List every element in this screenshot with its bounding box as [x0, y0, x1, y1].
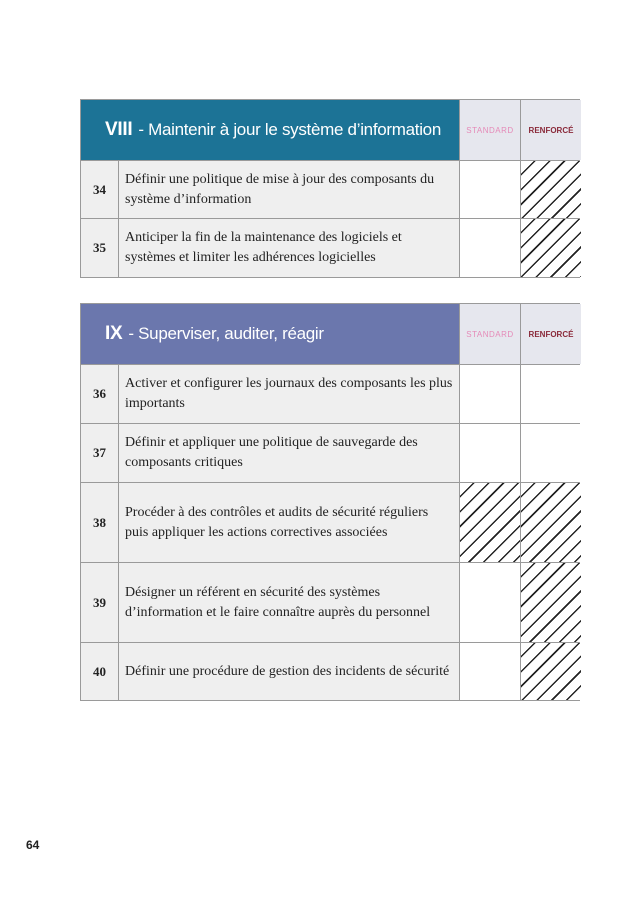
renforce-column-header: RENFORCÉ: [520, 100, 581, 160]
section-ix-table: [80, 303, 580, 701]
section-title: [81, 100, 459, 160]
standard-cell: [459, 563, 520, 642]
renforce-cell-hatched: [520, 563, 581, 642]
renforce-cell-hatched: [520, 161, 581, 218]
table-row: [81, 218, 579, 277]
renforce-cell: [520, 424, 581, 482]
standard-cell-hatched: [459, 483, 520, 562]
row-text: Définir et appliquer une politique de sauvegarde des composants critiques: [125, 435, 418, 470]
row-number: 35: [81, 219, 119, 277]
renforce-cell-hatched: [520, 643, 581, 700]
row-number: 40: [81, 643, 119, 700]
row-number: 38: [81, 483, 119, 562]
section-title: [81, 304, 459, 364]
table-row: [81, 160, 579, 218]
row-text: Procéder à des contrôles et audits de sécurité réguliers puis appliquer les actions correctives associées: [125, 504, 429, 540]
standard-column-header: STANDARD: [459, 100, 520, 160]
row-number: 34: [81, 161, 119, 218]
renforce-column-header: RENFORCÉ: [520, 304, 581, 364]
standard-cell: [459, 219, 520, 277]
row-text: Définir une procédure de gestion des incidents de sécurité: [125, 663, 450, 679]
standard-cell: [459, 643, 520, 700]
section-number: VIII: [105, 119, 133, 140]
section-title-text: - Superviser, auditer, réagir: [128, 324, 324, 343]
standard-cell: [459, 365, 520, 423]
row-number: 36: [81, 365, 119, 423]
section-header: [81, 100, 579, 160]
table-row: [81, 364, 579, 423]
section-number: IX: [105, 323, 123, 344]
table-row: [81, 562, 579, 642]
row-text: Anticiper la fin de la maintenance des logiciels et systèmes et limiter les adhérences logicielles: [125, 230, 402, 265]
section-viii-table: [80, 99, 580, 278]
row-text: Définir une politique de mise à jour des composants du système d’information: [125, 171, 435, 207]
row-text: Désigner un référent en sécurité des systèmes d’information et le faire connaître auprès du personnel: [125, 584, 431, 620]
row-number: 37: [81, 424, 119, 482]
row-text: Activer et configurer les journaux des composants les plus importants: [125, 376, 453, 411]
standard-column-header: STANDARD: [459, 304, 520, 364]
section-title-text: - Maintenir à jour le système d’information: [138, 120, 441, 139]
table-row: [81, 423, 579, 482]
page-number: 64: [26, 838, 40, 852]
table-row: [81, 482, 579, 562]
section-header: [81, 304, 579, 364]
row-number: 39: [81, 563, 119, 642]
standard-cell: [459, 424, 520, 482]
standard-cell: [459, 161, 520, 218]
renforce-cell-hatched: [520, 219, 581, 277]
renforce-cell-hatched: [520, 483, 581, 562]
table-row: [81, 642, 579, 700]
renforce-cell: [520, 365, 581, 423]
